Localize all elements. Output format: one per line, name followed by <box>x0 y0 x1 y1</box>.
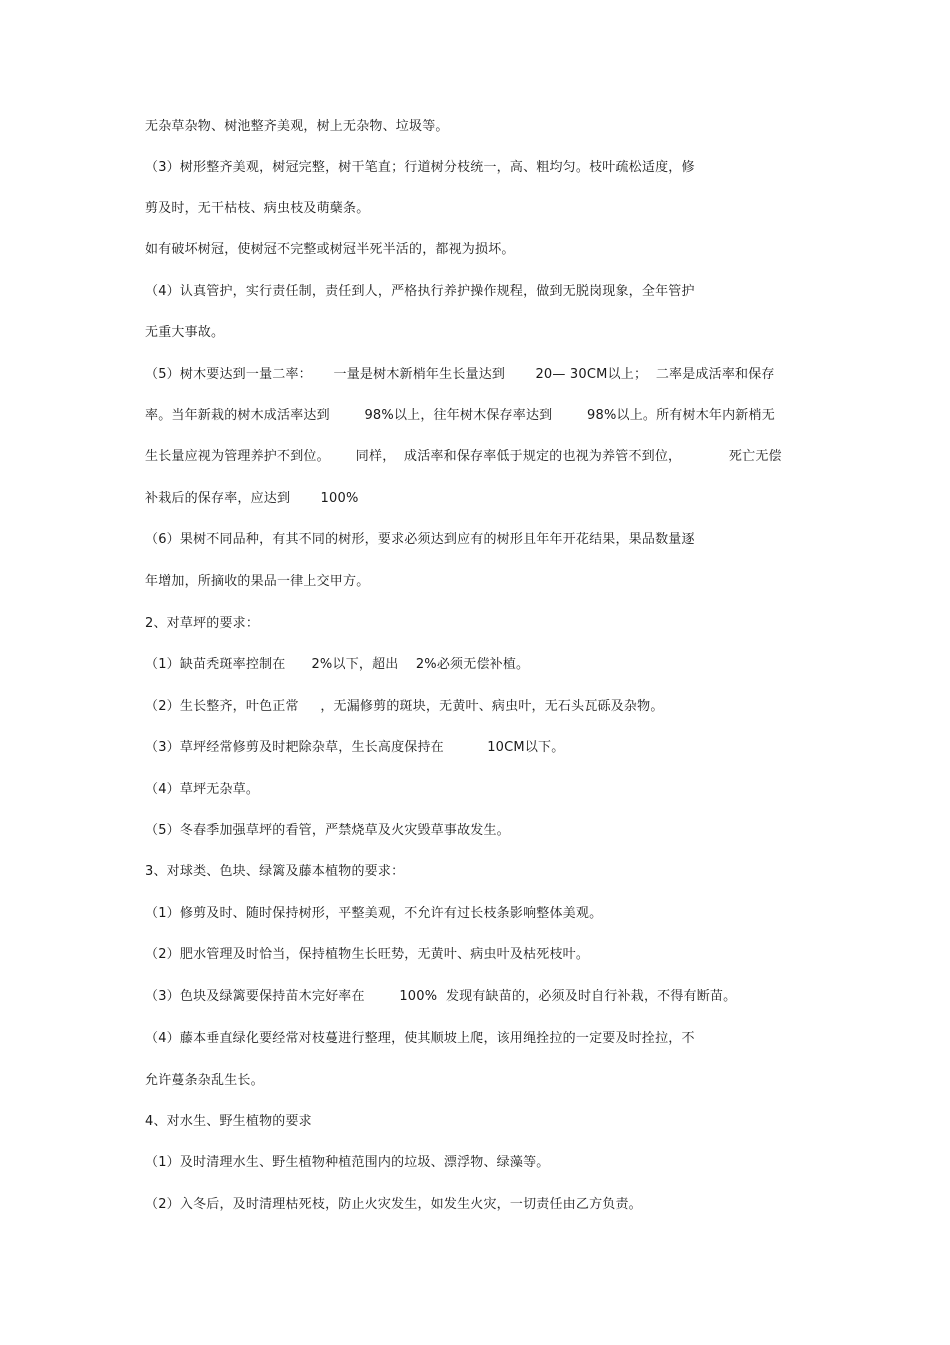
text-line: （2）肥水管理及时恰当，保持植物生长旺势，无黄叶、病虫叶及枯死枝叶。 <box>145 947 590 962</box>
text-line: （1）缺苗秃斑率控制在 2%以下，超出 2%必须无偿补植。 <box>145 657 530 672</box>
text-line: 无杂草杂物、树池整齐美观，树上无杂物、垃圾等。 <box>145 119 449 134</box>
text-line: （1）及时清理水生、野生植物种植范围内的垃圾、漂浮物、绿藻等。 <box>145 1155 550 1170</box>
text-line: （4）草坪无杂草。 <box>145 782 260 797</box>
text-line: （3）草坪经常修剪及时耙除杂草，生长高度保持在 10CM以下。 <box>145 740 565 755</box>
text-line: （1）修剪及时、随时保持树形，平整美观，不允许有过长枝条影响整体美观。 <box>145 906 603 921</box>
text-line: （5）冬春季加强草坪的看管，严禁烧草及火灾毁草事故发生。 <box>145 823 510 838</box>
text-line: （2）生长整齐，叶色正常 ，无漏修剪的斑块，无黄叶、病虫叶，无石头瓦砾及杂物。 <box>145 699 664 714</box>
text-line: 如有破坏树冠，使树冠不完整或树冠半死半活的，都视为损坏。 <box>145 242 515 257</box>
text-line: （4）藤本垂直绿化要经常对枝蔓进行整理，使其顺坡上爬，该用绳拴拉的一定要及时拴拉，不 <box>145 1031 695 1046</box>
section-heading: 3、对球类、色块、绿篱及藤本植物的要求： <box>145 864 405 879</box>
text-line: （3）色块及绿篱要保持苗木完好率在 100% 发现有缺苗的，必须及时自行补栽，不得有断苗。 <box>145 989 737 1004</box>
section-heading: 4、对水生、野生植物的要求 <box>145 1114 312 1129</box>
text-line: （5）树木要达到一量二率： 一量是树木新梢年生长量达到 20— 30CM以上； 二率是成活率和保存 <box>145 367 775 382</box>
text-line: 允许蔓条杂乱生长。 <box>145 1073 264 1088</box>
text-line: 年增加，所摘收的果品一律上交甲方。 <box>145 574 370 589</box>
text-line: （2）入冬后，及时清理枯死枝，防止火灾发生，如发生火灾，一切责任由乙方负责。 <box>145 1197 642 1212</box>
text-line: 剪及时，无干枯枝、病虫枝及萌蘖条。 <box>145 201 370 216</box>
text-line: 生长量应视为管理养护不到位。 同样， 成活率和保存率低于规定的也视为养管不到位， 死亡无偿 <box>145 449 782 464</box>
text-line: 无重大事故。 <box>145 325 225 340</box>
text-line: （4）认真管护，实行责任制，责任到人，严格执行养护操作规程，做到无脱岗现象，全年管护 <box>145 284 695 299</box>
text-line: 率。当年新栽的树木成活率达到 98%以上，往年树木保存率达到 98%以上。所有树木年内新梢无 <box>145 408 775 423</box>
text-line: （6）果树不同品种，有其不同的树形，要求必须达到应有的树形且年年开花结果，果品数量逐 <box>145 532 695 547</box>
text-line: 补栽后的保存率，应达到 100% <box>145 491 359 506</box>
section-heading: 2、对草坪的要求： <box>145 616 260 631</box>
text-line: （3）树形整齐美观，树冠完整，树干笔直；行道树分枝统一，高、粗均匀。枝叶疏松适度，修 <box>145 160 695 175</box>
